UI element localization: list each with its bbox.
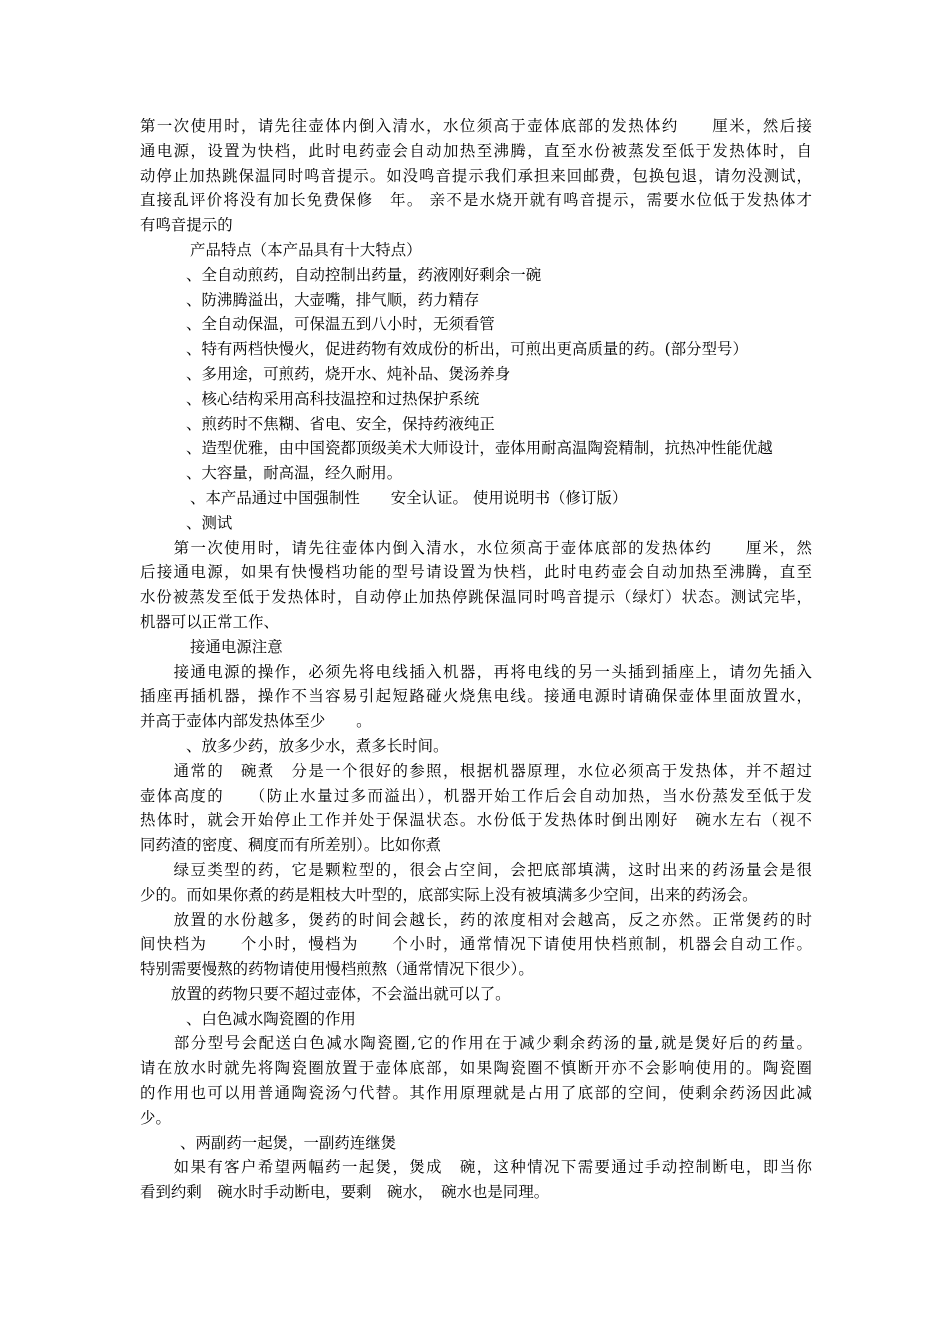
paragraph (140, 461, 812, 486)
text-line: 直接乱评价将没有加长免费保修 年。 亲不是水烧开就有鸣音提示，需要水位低于发热体才 (140, 191, 812, 210)
paragraph (140, 387, 812, 412)
text-line: 特别需要慢熬的药物请使用慢档煎熬（通常情况下很少）。 (140, 960, 534, 979)
paragraph (140, 337, 812, 362)
text-line: 、煎药时不焦糊、省电、安全，保持药液纯正 (186, 414, 495, 433)
text-line: 、多用途，可煎药，烧开水、炖补品、煲汤养身 (186, 364, 511, 383)
paragraph (140, 486, 812, 511)
text-line: 、两副药一起煲，一副药连继煲 (180, 1133, 397, 1152)
paragraph (140, 238, 812, 263)
paragraph (140, 536, 812, 635)
paragraph (140, 660, 812, 734)
text-line: 第一次使用时，请先往壶体内倒入清水，水位须高于壶体底部的发热体约 厘米，然 (140, 538, 812, 557)
text-line: 热体时，就会开始停止工作并处于保温状态。水份低于发热体时倒出刚好 碗水左右（视不 (140, 811, 812, 830)
paragraph (140, 511, 812, 536)
text-line: 、造型优雅，由中国瓷都顶级美术大师设计，壶体用耐高温陶瓷精制，抗热冲性能优越 (186, 439, 773, 458)
text-line: 接通电源注意 (190, 637, 283, 656)
paragraph (140, 436, 812, 461)
text-line: 机器可以正常工作、 (140, 612, 279, 631)
paragraph (140, 1031, 812, 1130)
text-line: 放置的药物只要不超过壶体，不会溢出就可以了。 (140, 984, 511, 1003)
text-line: 、防沸腾溢出，大壶嘴，排气顺，药力精存 (186, 290, 480, 309)
text-line: 少。 (140, 1108, 171, 1127)
text-line: 、测试 (186, 513, 233, 532)
text-line: 、全自动保温，可保温五到八小时，无须看管 (186, 315, 495, 334)
text-line: 间快档为 个小时，慢档为 个小时，通常情况下请使用快档煎制，机器会自动工作。 (140, 935, 812, 954)
text-line: 通常的 碗煮 分是一个很好的参照，根据机器原理，水位必须高于发热体，并不超过 (140, 761, 812, 780)
paragraph (140, 908, 812, 982)
paragraph (140, 1131, 812, 1156)
paragraph (140, 288, 812, 313)
paragraph (140, 362, 812, 387)
text-line: 壶体高度的 （防止水量过多而溢出），机器开始工作后会自动加热，当水份蒸发至低于发 (140, 786, 812, 805)
text-line: 如果有客户希望两幅药一起煲，煲成 碗，这种情况下需要通过手动控制断电，即当你 (140, 1158, 812, 1177)
paragraph (140, 312, 812, 337)
text-line: 、核心结构采用高科技温控和过热保护系统 (186, 389, 480, 408)
text-line: 插座再插机器，操作不当容易引起短路碰火烧焦电线。接通电源时请确保壶体里面放置水， (140, 687, 812, 706)
paragraph (140, 734, 812, 759)
text-line: 、全自动煎药，自动控制出药量，药液刚好剩余一碗 (186, 265, 542, 284)
text-line: 产品特点（本产品具有十大特点） (190, 240, 422, 259)
text-line: 绿豆类型的药，它是颗粒型的，很会占空间，会把底部填满，这时出来的药汤量会是很 (140, 860, 812, 879)
paragraph (140, 1007, 812, 1032)
paragraph (140, 759, 812, 858)
text-line: 请在放水时就先将陶瓷圈放置于壶体底部，如果陶瓷圈不慎断开亦不会影响使用的。陶瓷圈 (140, 1059, 812, 1078)
text-line: 第一次使用时，请先往壶体内倒入清水，水位须高于壶体底部的发热体约 厘米，然后接 (140, 117, 812, 135)
document-body (140, 114, 812, 1205)
paragraph (140, 114, 812, 238)
paragraph (140, 858, 812, 908)
text-line: 、本产品通过中国强制性 安全认证。 使用说明书（修订版） (190, 488, 628, 507)
text-line: 、大容量，耐高温，经久耐用。 (186, 464, 403, 483)
text-line: 有鸣音提示的 (140, 216, 233, 235)
text-line: 放置的水份越多，煲药的时间会越长，药的浓度相对会越高，反之亦然。正常煲药的时 (140, 910, 812, 929)
text-line: 同药渣的密度、稠度而有所差别）。比如你煮 (140, 836, 442, 855)
text-line: 后接通电源，如果有快慢档功能的型号请设置为快档，此时电药壶会自动加热至沸腾，直至 (140, 563, 812, 582)
text-line: 、特有两档快慢火，促进药物有效成份的析出，可煎出更高质量的药。(部分型号） (186, 340, 748, 359)
text-line: 通电源，设置为快档，此时电药壶会自动加热至沸腾，直至水份被蒸发至低于发热体时，自 (140, 141, 812, 160)
paragraph (140, 412, 812, 437)
text-line: 、白色减水陶瓷圈的作用 (186, 1009, 356, 1028)
text-line: 接通电源的操作，必须先将电线插入机器，再将电线的另一头插到插座上，请勿先插入 (140, 662, 812, 681)
paragraph (140, 1155, 812, 1205)
text-line: 、放多少药，放多少水，煮多长时间。 (186, 736, 449, 755)
text-line: 少的。而如果你煮的药是粗枝大叶型的，底部实际上没有被填满多少空间，出来的药汤会。 (140, 885, 758, 904)
text-line: 部分型号会配送白色减水陶瓷圈,它的作用在于减少剩余药汤的量,就是煲好后的药量。 (140, 1034, 812, 1053)
text-line: 并高于壶体内部发热体至少 。 (140, 712, 372, 731)
text-line: 看到约剩 碗水时手动断电，要剩 碗水， 碗水也是同理。 (140, 1183, 550, 1202)
text-line: 的作用也可以用普通陶瓷汤勺代替。其作用原理就是占用了底部的空间，使剩余药汤因此减 (140, 1084, 812, 1103)
text-line: 水份被蒸发至低于发热体时，自动停止加热停跳保温同时鸣音提示（绿灯）状态。测试完毕， (140, 588, 812, 607)
paragraph (140, 263, 812, 288)
text-line: 动停止加热跳保温同时鸣音提示。如没鸣音提示我们承担来回邮费，包换包退，请勿没测试， (140, 166, 812, 185)
paragraph (140, 635, 812, 660)
paragraph (140, 982, 812, 1007)
